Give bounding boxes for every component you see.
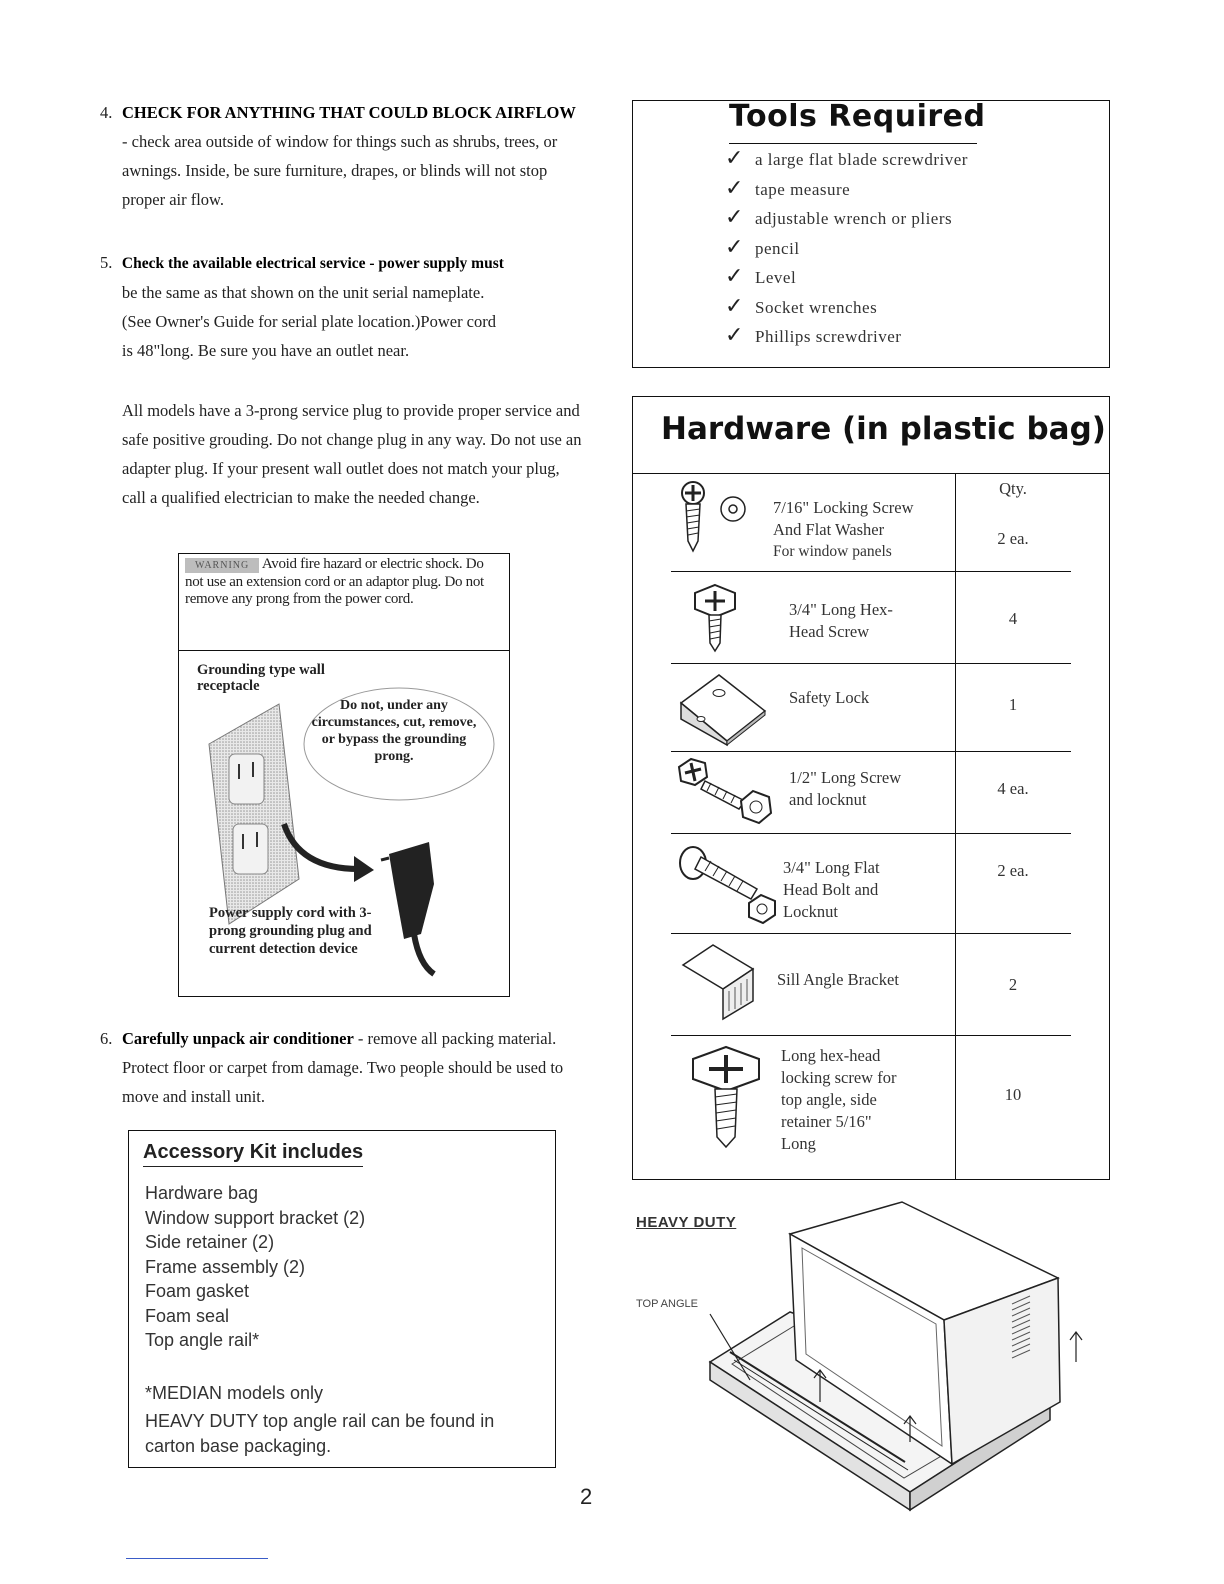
step-6-number: 6.: [100, 1029, 113, 1048]
safety-lock-icon: [673, 669, 773, 747]
tool-item-label: tape measure: [755, 179, 851, 199]
warning-box: [178, 553, 510, 997]
tool-item: [725, 145, 968, 175]
step-4-heading: CHECK FOR ANYTHING THAT COULD BLOCK AIRFLOW: [122, 103, 576, 122]
checkmark-icon: ✓: [725, 323, 744, 348]
tools-list: [725, 145, 968, 352]
step-6-body: - remove all packing material. Protect floor or carpet from damage. Two people should be used to move and install unit.: [122, 1029, 564, 1106]
hardware-row-1-qty: 2 ea.: [997, 529, 1029, 548]
tool-item: [725, 175, 968, 205]
step-5-number: 5.: [100, 253, 113, 272]
hardware-row-4-qty: 4 ea.: [997, 779, 1029, 798]
hardware-row-1-desc: 7/16" Locking Screw And Flat Washer For window panels: [773, 498, 914, 560]
accessory-item: Frame assembly (2): [145, 1256, 306, 1277]
heavy-duty-diagram: [690, 1192, 1090, 1522]
step-4-number: 4.: [100, 103, 113, 122]
hw-sep: [671, 1035, 1071, 1036]
accessory-note-1: *MEDIAN models only: [145, 1383, 324, 1403]
hardware-row-4-desc: 1/2" Long Screw and locknut: [789, 768, 902, 809]
hw-sep: [671, 933, 1071, 934]
checkmark-icon: ✓: [725, 205, 744, 230]
step-4: [100, 98, 590, 214]
tool-item: [725, 263, 968, 293]
checkmark-icon: ✓: [725, 175, 744, 201]
accessory-kit-title: Accessory Kit includes: [143, 1141, 363, 1167]
tool-item: [725, 234, 968, 264]
accessory-item: Top angle rail*: [145, 1330, 260, 1350]
tool-item-label: Phillips screwdriver: [755, 327, 902, 346]
hardware-row-6-desc: Sill Angle Bracket: [777, 970, 899, 989]
warning-divider: [179, 650, 509, 651]
step-6: [100, 1024, 590, 1111]
sill-angle-bracket-icon: [677, 941, 767, 1021]
step-5: [100, 248, 590, 365]
step-5-line4: is 48"long. Be sure you have an outlet near.: [121, 341, 410, 360]
accessory-item: Foam seal: [145, 1305, 230, 1326]
step-6-heading: Carefully unpack air conditioner: [122, 1029, 354, 1048]
tools-box: [632, 100, 1110, 368]
accessory-kit-list: [145, 1181, 365, 1353]
tool-item-label: adjustable wrench or pliers: [755, 209, 953, 228]
tool-item-label: Socket wrenches: [755, 297, 878, 317]
checkmark-icon: ✓: [725, 264, 744, 289]
hardware-qty-column-rule: [955, 473, 956, 1179]
hw-sep: [671, 663, 1071, 664]
long-hex-screw-icon: [681, 1045, 771, 1149]
hardware-row-2-desc: 3/4" Long Hex- Head Screw: [789, 600, 893, 641]
hw-sep: [671, 751, 1071, 752]
hardware-header-rule: [633, 473, 1109, 474]
top-angle-label: TOP ANGLE: [636, 1298, 698, 1310]
tool-item-label: Level: [755, 268, 797, 287]
hardware-row-7-desc: Long hex-head locking screw for top angle, side retainer 5/16" Long: [781, 1046, 897, 1153]
screw-locknut-icon: [673, 755, 783, 827]
step-5-line3: (See Owner's Guide for serial plate location.)Power cord: [121, 312, 497, 331]
tool-item-label: pencil: [755, 238, 800, 258]
warning-text-1: Avoid fire hazard or electric: [261, 556, 422, 572]
tools-title: Tools Required: [729, 99, 986, 134]
hardware-row-3-desc: Safety Lock: [789, 688, 870, 707]
accessory-kit-box: [128, 1130, 556, 1468]
hardware-row-6-qty: 2: [1008, 975, 1018, 994]
hardware-row-7-qty: 10: [1004, 1085, 1022, 1104]
warning-label: WARNING: [185, 558, 259, 573]
warning-text-2: shock. Do not use an extension cord or an adaptor plug. Do not remove any prong from the power cord.: [185, 556, 484, 607]
step-5-heading: Check the available electrical service - power supply must: [121, 255, 504, 272]
locking-screw-washer-icon: [673, 479, 753, 555]
accessory-item: Foam gasket: [145, 1281, 250, 1301]
accessory-item: Hardware bag: [145, 1183, 259, 1203]
step-5-line2: be the same as that shown on the unit serial nameplate.: [121, 283, 485, 302]
accessory-note-2: HEAVY DUTY top angle rail can be found in carton base packaging.: [145, 1411, 495, 1456]
cord-label: Power supply cord with 3-prong grounding plug and current detection device: [209, 905, 372, 957]
tool-item-label: a large flat blade screwdriver: [755, 150, 968, 169]
receptacle-label: Grounding type wall receptacle: [197, 662, 325, 694]
hw-sep: [671, 571, 1071, 572]
models-paragraph: All models have a 3-prong service plug to provide proper service and safe positive grouding. Do not change plug in any way. Do not use an adapter plug. If your present wall outlet does not match your plug, call a qualified electrician to make the needed change.: [122, 401, 582, 507]
hw-sep: [671, 833, 1071, 834]
grounding-callout: Do not, under any circumstances, cut, remove, or bypass the grounding prong.: [311, 698, 477, 764]
heavy-duty-heading: HEAVY DUTY: [636, 1214, 737, 1231]
step-4-body: - check area outside of window for things such as shrubs, trees, or awnings. Inside, be sure furniture, drapes, or blinds will not stop proper air flow.: [122, 132, 558, 209]
tool-item: [725, 322, 968, 352]
hex-head-screw-icon: [685, 583, 745, 653]
hardware-qty-header: Qty.: [999, 479, 1027, 498]
warning-text: [185, 556, 503, 608]
hardware-row-5-desc: 3/4" Long Flat Head Bolt and Locknut: [783, 858, 880, 921]
accessory-item: Side retainer (2): [145, 1232, 275, 1252]
footer-rule: [126, 1558, 268, 1559]
tool-item: [725, 204, 968, 234]
accessory-item: Window support bracket (2): [145, 1207, 366, 1228]
tools-title-underline: [729, 143, 977, 144]
checkmark-icon: ✓: [725, 293, 744, 319]
hardware-row-2-qty: 4: [1008, 609, 1018, 628]
tool-item: [725, 293, 968, 323]
hardware-row-5-qty: 2 ea.: [997, 861, 1029, 880]
hardware-title: Hardware (in plastic bag): [661, 411, 1106, 447]
page-number: 2: [580, 1484, 593, 1509]
flat-head-bolt-icon: [673, 841, 783, 927]
hardware-row-3-qty: 1: [1008, 695, 1018, 714]
checkmark-icon: ✓: [725, 234, 744, 260]
hardware-box: [632, 396, 1110, 1180]
checkmark-icon: ✓: [725, 146, 744, 171]
